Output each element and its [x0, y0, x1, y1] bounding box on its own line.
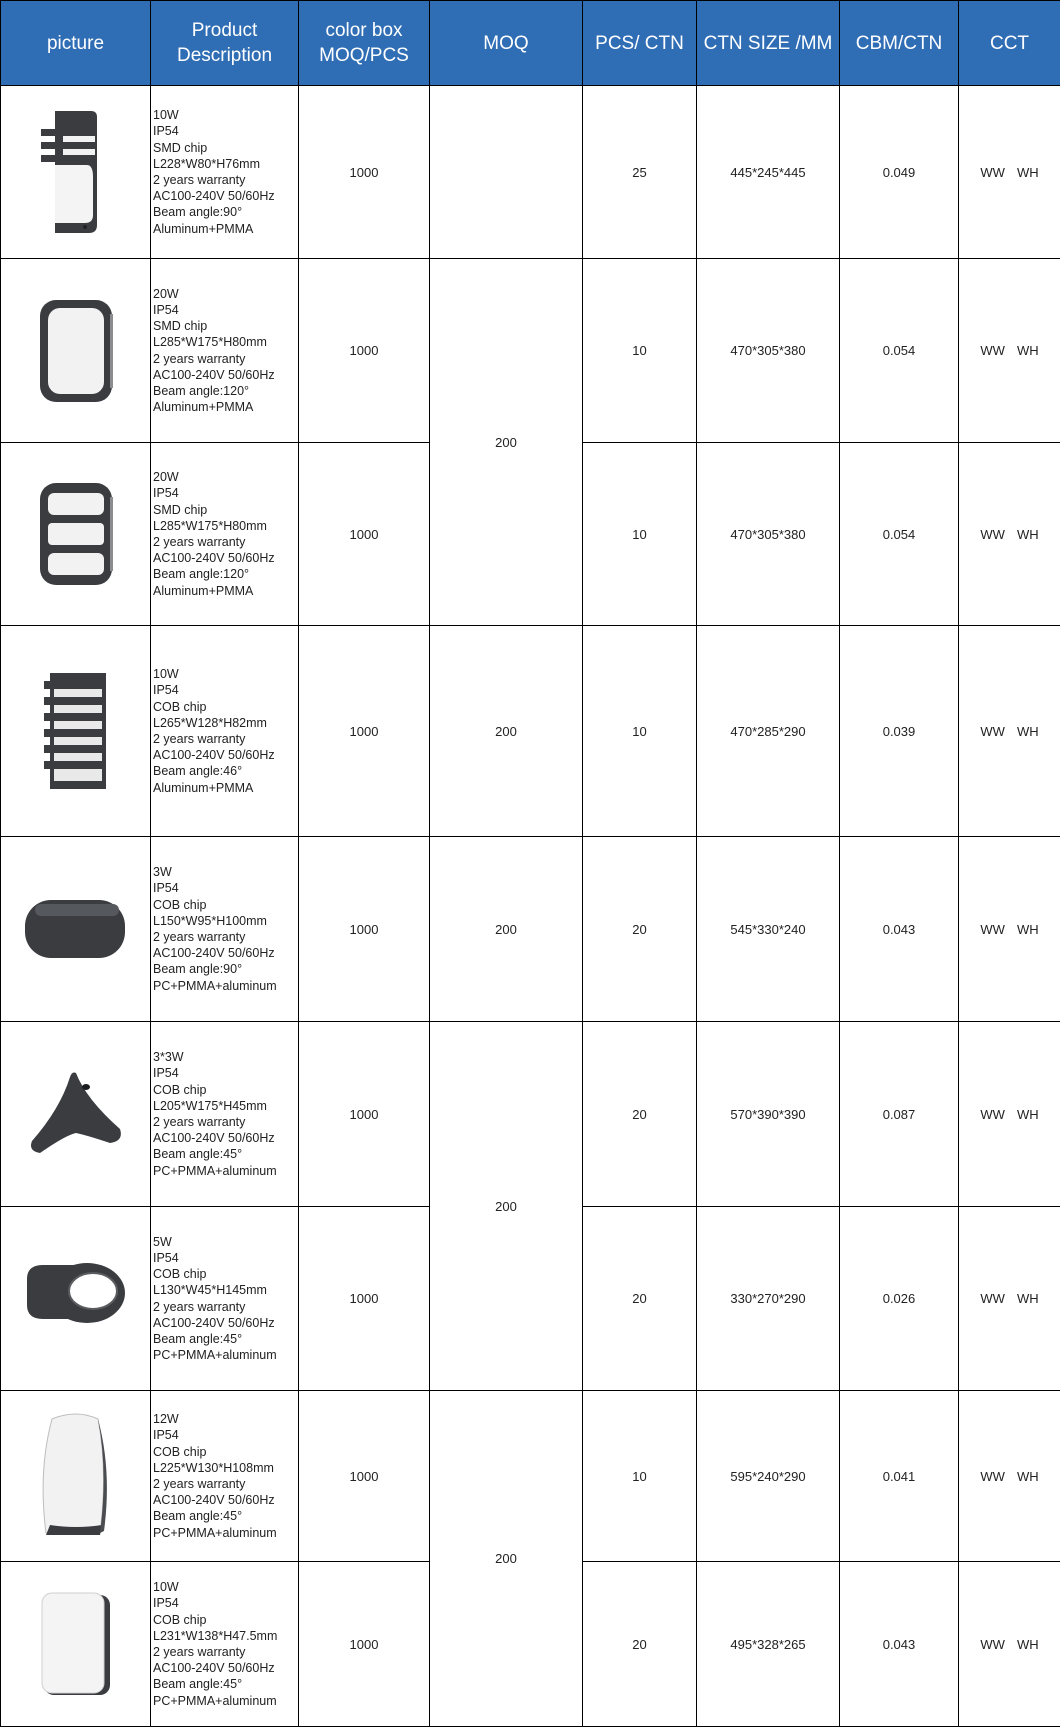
header-color-box [299, 1, 430, 86]
cct-wh: WH [1017, 343, 1039, 358]
spec-line: IP54 [153, 682, 298, 698]
spec-line: Beam angle:90° [153, 961, 298, 977]
rounded-panel-lamp-icon [36, 296, 116, 406]
spec-line: L130*W45*H145mm [153, 1282, 298, 1298]
pcs-ctn-cell: 10 [583, 1391, 697, 1562]
spec-line: 2 years warranty [153, 534, 298, 550]
header-description-line2: Description [151, 43, 298, 68]
cct-ww: WW [980, 1469, 1005, 1484]
cct-wh: WH [1017, 527, 1039, 542]
spec-line: 2 years warranty [153, 1299, 298, 1315]
spec-line: 12W [153, 1411, 298, 1427]
ctn-size-cell: 445*245*445 [697, 86, 840, 259]
ctn-size-cell: 595*240*290 [697, 1391, 840, 1562]
picture-cell [1, 1022, 151, 1207]
description-cell [151, 1562, 299, 1727]
cbm-ctn-cell: 0.054 [840, 443, 959, 626]
cct-ww: WW [980, 1637, 1005, 1652]
description-cell [151, 837, 299, 1022]
spec-line: AC100-240V 50/60Hz [153, 747, 298, 763]
spec-line: L150*W95*H100mm [153, 913, 298, 929]
spec-line: 2 years warranty [153, 731, 298, 747]
table-row [1, 259, 1060, 443]
spec-line: L265*W128*H82mm [153, 715, 298, 731]
cct-cell [959, 837, 1060, 1022]
ctn-size-cell: 470*305*380 [697, 443, 840, 626]
spec-line: AC100-240V 50/60Hz [153, 945, 298, 961]
picture-cell [1, 837, 151, 1022]
header-cct: CCT [959, 1, 1060, 86]
spec-line: L228*W80*H76mm [153, 156, 298, 172]
table-row [1, 837, 1060, 1022]
spec-line: L205*W175*H45mm [153, 1098, 298, 1114]
spec-line: IP54 [153, 1595, 298, 1611]
header-color-box-line1: color box [299, 18, 429, 43]
cct-cell [959, 1562, 1060, 1727]
spec-line: Aluminum+PMMA [153, 399, 298, 415]
color-box-cell: 1000 [299, 1022, 430, 1207]
spec-line: COB chip [153, 1612, 298, 1628]
spec-line: 10W [153, 666, 298, 682]
spec-line: COB chip [153, 1444, 298, 1460]
spec-line: IP54 [153, 880, 298, 896]
table-row [1, 86, 1060, 259]
spec-line: 2 years warranty [153, 1476, 298, 1492]
moq-cell: 200 [430, 259, 583, 626]
spec-line: AC100-240V 50/60Hz [153, 367, 298, 383]
header-ctn-size: CTN SIZE /MM [697, 1, 840, 86]
ctn-size-cell: 545*330*240 [697, 837, 840, 1022]
spec-line: COB chip [153, 699, 298, 715]
pcs-ctn-cell: 20 [583, 837, 697, 1022]
pcs-ctn-cell: 10 [583, 626, 697, 837]
description-cell [151, 1207, 299, 1391]
color-box-cell: 1000 [299, 443, 430, 626]
spec-line: AC100-240V 50/60Hz [153, 1130, 298, 1146]
moq-cell: 200 [430, 1022, 583, 1391]
spec-line: AC100-240V 50/60Hz [153, 550, 298, 566]
cct-ww: WW [980, 1291, 1005, 1306]
spec-line: SMD chip [153, 318, 298, 334]
color-box-cell: 1000 [299, 837, 430, 1022]
header-moq: MOQ [430, 1, 583, 86]
header-row [1, 1, 1060, 86]
spec-line: IP54 [153, 123, 298, 139]
spec-line: 2 years warranty [153, 929, 298, 945]
cbm-ctn-cell: 0.054 [840, 259, 959, 443]
cct-wh: WH [1017, 1291, 1039, 1306]
spec-line: Beam angle:90° [153, 204, 298, 220]
spec-line: L231*W138*H47.5mm [153, 1628, 298, 1644]
pcs-ctn-cell: 20 [583, 1022, 697, 1207]
moq-cell [430, 86, 583, 259]
cct-cell [959, 86, 1060, 259]
description-cell [151, 443, 299, 626]
louver-wall-lamp-icon [40, 671, 112, 791]
spec-line: IP54 [153, 1427, 298, 1443]
spec-line: Aluminum+PMMA [153, 221, 298, 237]
cct-wh: WH [1017, 724, 1039, 739]
spec-line: Aluminum+PMMA [153, 780, 298, 796]
spec-line: 2 years warranty [153, 172, 298, 188]
spec-line: PC+PMMA+aluminum [153, 1163, 298, 1179]
color-box-cell: 1000 [299, 259, 430, 443]
cct-ww: WW [980, 527, 1005, 542]
square-white-lamp-icon [36, 1589, 116, 1699]
cct-cell [959, 1022, 1060, 1207]
cct-wh: WH [1017, 1637, 1039, 1652]
header-pcs-ctn: PCS/ CTN [583, 1, 697, 86]
cct-wh: WH [1017, 1107, 1039, 1122]
ctn-size-cell: 470*285*290 [697, 626, 840, 837]
ctn-size-cell: 570*390*390 [697, 1022, 840, 1207]
spec-line: Beam angle:46° [153, 763, 298, 779]
header-description-line1: Product [151, 18, 298, 43]
table-row [1, 626, 1060, 837]
spec-line: IP54 [153, 1065, 298, 1081]
moq-cell: 200 [430, 837, 583, 1022]
cbm-ctn-cell: 0.087 [840, 1022, 959, 1207]
spec-line: 2 years warranty [153, 351, 298, 367]
spec-line: 2 years warranty [153, 1644, 298, 1660]
moq-cell: 200 [430, 1391, 583, 1727]
spec-line: PC+PMMA+aluminum [153, 1693, 298, 1709]
spec-line: PC+PMMA+aluminum [153, 1525, 298, 1541]
cct-cell [959, 259, 1060, 443]
spec-line: Beam angle:120° [153, 383, 298, 399]
table-row [1, 1022, 1060, 1207]
ctn-size-cell: 330*270*290 [697, 1207, 840, 1391]
spec-line: COB chip [153, 1266, 298, 1282]
spec-line: Beam angle:45° [153, 1508, 298, 1524]
description-cell [151, 626, 299, 837]
description-cell [151, 1022, 299, 1207]
color-box-cell: 1000 [299, 626, 430, 837]
spec-line: AC100-240V 50/60Hz [153, 1660, 298, 1676]
spec-line: 20W [153, 286, 298, 302]
moq-cell: 200 [430, 626, 583, 837]
striped-wall-lamp-icon [41, 107, 111, 237]
picture-cell [1, 259, 151, 443]
color-box-cell: 1000 [299, 86, 430, 259]
cbm-ctn-cell: 0.041 [840, 1391, 959, 1562]
oval-wall-lamp-icon [21, 894, 131, 964]
pcs-ctn-cell: 10 [583, 443, 697, 626]
description-cell [151, 259, 299, 443]
pcs-ctn-cell: 25 [583, 86, 697, 259]
pcs-ctn-cell: 20 [583, 1562, 697, 1727]
cbm-ctn-cell: 0.043 [840, 1562, 959, 1727]
cct-wh: WH [1017, 1469, 1039, 1484]
color-box-cell: 1000 [299, 1207, 430, 1391]
spec-line: L225*W130*H108mm [153, 1460, 298, 1476]
spec-line: PC+PMMA+aluminum [153, 1347, 298, 1363]
cct-cell [959, 1391, 1060, 1562]
spec-line: IP54 [153, 302, 298, 318]
table-row [1, 1391, 1060, 1562]
cbm-ctn-cell: 0.043 [840, 837, 959, 1022]
cct-wh: WH [1017, 165, 1039, 180]
spec-line: Aluminum+PMMA [153, 583, 298, 599]
spec-line: IP54 [153, 1250, 298, 1266]
spec-line: PC+PMMA+aluminum [153, 978, 298, 994]
spec-line: Beam angle:45° [153, 1146, 298, 1162]
cct-wh: WH [1017, 922, 1039, 937]
header-cbm-ctn: CBM/CTN [840, 1, 959, 86]
description-cell [151, 86, 299, 259]
cct-cell [959, 626, 1060, 837]
spec-line: Beam angle:45° [153, 1331, 298, 1347]
picture-cell [1, 626, 151, 837]
spec-line: AC100-240V 50/60Hz [153, 1315, 298, 1331]
pcs-ctn-cell: 20 [583, 1207, 697, 1391]
spec-line: 10W [153, 107, 298, 123]
spec-line: SMD chip [153, 140, 298, 156]
spec-line: 5W [153, 1234, 298, 1250]
cct-ww: WW [980, 165, 1005, 180]
header-description [151, 1, 299, 86]
cct-ww: WW [980, 922, 1005, 937]
cct-ww: WW [980, 343, 1005, 358]
tri-point-wall-lamp-icon [26, 1069, 126, 1159]
spec-line: Beam angle:45° [153, 1676, 298, 1692]
picture-cell [1, 1562, 151, 1727]
picture-cell [1, 1391, 151, 1562]
cct-ww: WW [980, 724, 1005, 739]
spec-line: 10W [153, 1579, 298, 1595]
cbm-ctn-cell: 0.049 [840, 86, 959, 259]
header-picture: picture [1, 1, 151, 86]
picture-cell [1, 1207, 151, 1391]
spec-line: COB chip [153, 897, 298, 913]
spec-line: 20W [153, 469, 298, 485]
picture-cell [1, 86, 151, 259]
cct-cell [959, 1207, 1060, 1391]
spec-line: L285*W175*H80mm [153, 518, 298, 534]
pcs-ctn-cell: 10 [583, 259, 697, 443]
curved-white-lamp-icon [36, 1411, 116, 1541]
ring-wall-lamp-icon [21, 1259, 131, 1339]
spec-line: AC100-240V 50/60Hz [153, 1492, 298, 1508]
cct-cell [959, 443, 1060, 626]
spec-line: SMD chip [153, 502, 298, 518]
spec-line: 3*3W [153, 1049, 298, 1065]
ctn-size-cell: 495*328*265 [697, 1562, 840, 1727]
cbm-ctn-cell: 0.026 [840, 1207, 959, 1391]
spec-line: L285*W175*H80mm [153, 334, 298, 350]
color-box-cell: 1000 [299, 1562, 430, 1727]
header-color-box-line2: MOQ/PCS [299, 43, 429, 68]
spec-line: IP54 [153, 485, 298, 501]
description-cell [151, 1391, 299, 1562]
color-box-cell: 1000 [299, 1391, 430, 1562]
spec-line: COB chip [153, 1082, 298, 1098]
spec-line: Beam angle:120° [153, 566, 298, 582]
cct-ww: WW [980, 1107, 1005, 1122]
spec-line: 2 years warranty [153, 1114, 298, 1130]
spec-line: AC100-240V 50/60Hz [153, 188, 298, 204]
cbm-ctn-cell: 0.039 [840, 626, 959, 837]
three-bar-panel-lamp-icon [36, 479, 116, 589]
spec-line: 3W [153, 864, 298, 880]
picture-cell [1, 443, 151, 626]
ctn-size-cell: 470*305*380 [697, 259, 840, 443]
